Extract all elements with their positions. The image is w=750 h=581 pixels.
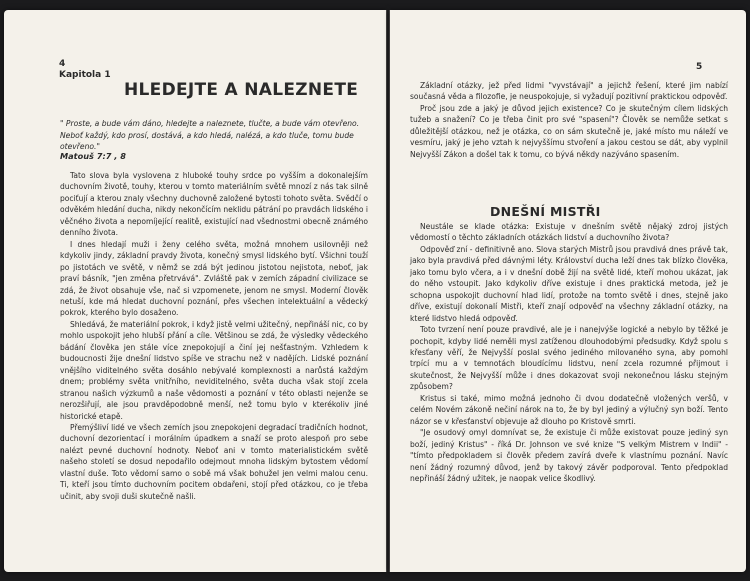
- paragraph: Toto tvrzení není pouze pravdivé, ale je i nanejvýše logické a nebylo by těžké je pochopit, kdyby lidé neměli mysl zatíženou dlouhodobými předsudky. Když spolu s křesťany věří, že Nejvyšší poslal svého jediného milovaného syna, aby pomohl trpící mu a v temnotách bloudícímu lidstvu, není zcela rozumné přijmout i skutečnost, že Nejvyšší může i dnes dokazovat svoji nekonečnou lásku stejným způsobem?: [410, 325, 728, 392]
- epigraph-quote: " Proste, a bude vám dáno, hledejte a naleznete, tlučte, a bude vám otevřeno. Neboť každý, kdo prosí, dostává, a kdo hledá, nalézá, a kdo tluče, tomu bude otevřeno.": [60, 119, 360, 151]
- right-body-text-bottom: [410, 221, 728, 484]
- paragraph: Kristus si také, mimo možná jednoho či dvou dodatečně vložených veršů, v celém Novém zákoně nečiní nárok na to, že by byl jediný a výlučný syn boží. Tento názor se v křesťanství objevuje až dlouho po Kristově smrti.: [410, 393, 728, 426]
- right-body-text-top: [410, 80, 728, 160]
- paragraph: Proč jsou zde a jaký je důvod jejich existence? Co je skutečným cílem lidských tužeb a snažení? Co je třeba činit pro své "spasení"? Člověk se nemůže setkat s důležitější otázkou, než je otázka, co on sám skutečně je, jaké místo mu náleží ve vesmíru, jaký je jeho vztah k nejvyššímu stvoření a jakou cestou se dát, aby vyplnil Nejvyšší Zákon a došel tak k tomu, co bývá někdy nazýváno spasením.: [410, 103, 728, 159]
- paragraph: Shledává, že materiální pokrok, i když jistě velmi užitečný, nepřináší nic, co by mohlo uspokojit jeho hlubší přání a cíle. Většinou se zdá, že výsledky vědeckého bádání člověka jen stále více znepokojují a činí jej nešťastným. Vzhledem k budoucnosti žije dnešní lidstvo spíše ve strachu než v nadějích. Lidské poznání vnějšího viditelného světa dosáhlo nebývalé komplexnosti a narůstá každým dnem; problémy světa vnitřního, neviditelného, světa ducha však stojí zcela stranou našich výzkumů a naše vědomosti a poznání v této oblasti nejenže se nerozšiřují, ale jsou pravděpodobně menší, než tomu bylo v kterékoliv jiné historické etapě.: [60, 319, 368, 421]
- chapter-label: Kapitola 1: [59, 70, 111, 80]
- paragraph: I dnes hledají muži i ženy celého světa, možná mnohem usilovněji než kdykoliv jindy, základní pravdy života, konečný smysl lidského bytí. Všichni touží po jistotách ve světě, v němž se zdá být jedinou jistotou nejistota, neboť, jak praví básník, "jen změna přetrvává". Zvláště pak v zemích západní civilizace se zdá, že život obsahuje vše, nač si vzpomenete, jenom ne smysl. Moderní člověk netuší, kde má hledat duchovní poznání, přes všechen intelektuální a vědecký pokrok, kterého bylo dosaženo.: [60, 239, 368, 318]
- left-body-text: [60, 170, 368, 502]
- left-page: [4, 10, 386, 572]
- page-number: 4: [59, 59, 66, 69]
- paragraph: "Je osudový omyl domnívat se, že existuje či může existovat pouze jediný syn boží, jediný Kristus" - říká Dr. Johnson ve své knize "S velkým Mistrem v Indii" - "tímto předpokladem si člověk předem zavírá dveře k vlastnímu poznání. Navíc není žádný rozumný důvod, jenž by takový závěr podporoval. Tento předpoklad nepřináší žádný užitek, je naopak velice škodlivý.: [410, 428, 728, 483]
- paragraph: Přemýšliví lidé ve všech zemích jsou znepokojeni degradací tradičních hodnot, duchovní dezorientací i morálním úpadkem a snaží se proto alespoň pro sebe nalézt pevné duchovní hodnoty. Neboť ani v tomto materialistickém světě našeho století se dosud nepodařilo odejmout mnoha lidským bytostem vědomí vlastní duše. Toto vědomí samo o sobě má však bohužel jen velmi malou cenu. Ti, kteří jsou tímto duchovním pocitem obdařeni, stojí před otázkou, co je třeba učinit, aby svoji duši skutečně našli.: [60, 422, 368, 501]
- chapter-title: HLEDEJTE A NALEZNETE: [124, 80, 359, 100]
- section-heading: DNEŠNÍ MISTŘI: [490, 204, 601, 219]
- page-number: 5: [696, 62, 703, 72]
- epigraph-reference: Matouš 7:7 , 8: [60, 151, 126, 161]
- paragraph: Neustále se klade otázka: Existuje v dnešním světě nějaký zdroj jistých vědomostí o těchto základních otázkách lidství a duchovního života?: [410, 222, 728, 243]
- paragraph: Odpověď zní - definitivně ano. Slova starých Mistrů jsou pravdivá dnes právě tak, jako byla pravdivá před dávnými léty. Království ducha leží dnes tak blízko člověka, jako tomu bylo včera, a i v dnešní době žijí na světě lidé, kteří mohou ukázat, jak do něho vstoupit. Jako kdykoliv dříve existuje i dnes praktická metoda, jež je schopna uspokojit duchovní hlad lidí, protože na tomto světě i dnes, stejně jako dříve, existují dokonalí Mistři, kteří znají odpověď na všechny základní otázky, na které lidstvo hledá odpověď.: [410, 244, 728, 323]
- right-page: [390, 10, 746, 572]
- paragraph: Základní otázky, jež před lidmi "vyvstávají" a jejichž řešení, které jim nabízí současná věda a filozofie, je neuspokojuje, si vyžadují pozitivní praktickou odpověď.: [410, 81, 728, 102]
- paragraph: Tato slova byla vyslovena z hluboké touhy srdce po vyšším a dokonalejším duchovním životě, touhy, kterou v tomto materiálním světě mnozí z nás tak silně pociťují a kterou znaly všechny duchovně založené bytosti tohoto světa. Svědčí o odvěkém hledání ducha, nikdy nekončícím neklidu pátrání po pravdách lidského i věčného života a nepomíjející realitě, existující nad všednostmi obecně známého denního života.: [60, 171, 368, 238]
